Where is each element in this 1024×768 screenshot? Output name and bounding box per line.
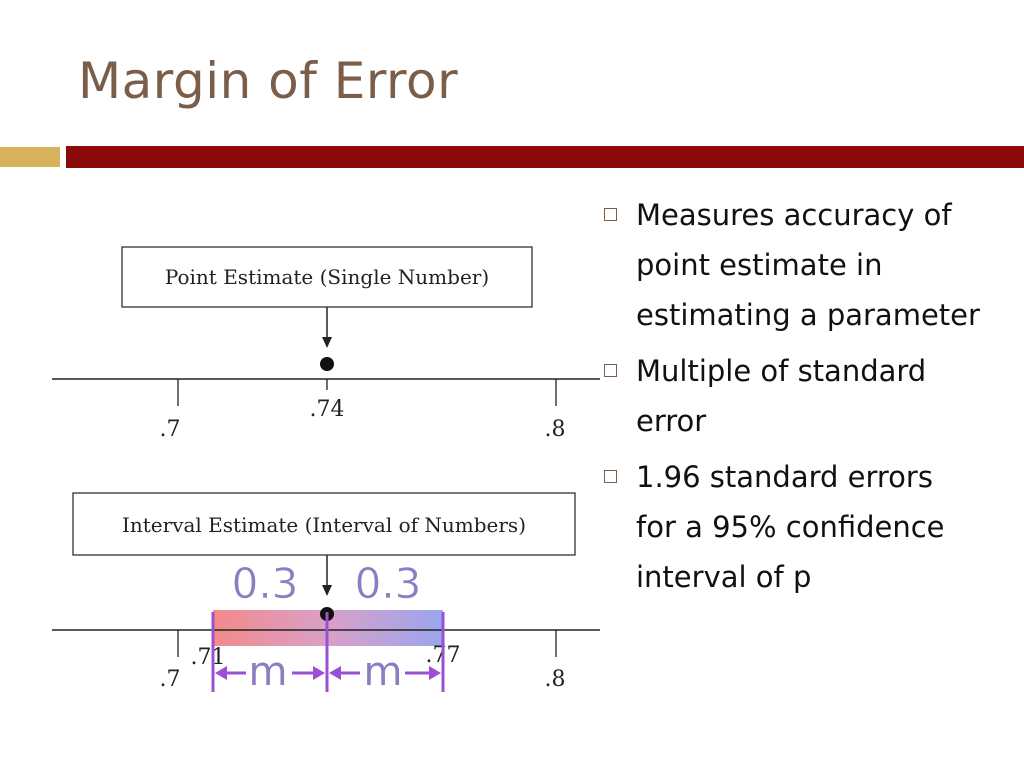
bullet-text: Measures accuracy of point estimate in estimating a parameter [636,198,980,332]
margin-symbol-right: m [363,649,403,695]
margin-value-left: 0.3 [231,559,299,608]
bullet-text: 1.96 standard errors for a 95% confidence interval of p [636,460,945,594]
square-bullet-icon [604,208,617,221]
margin-value-right: 0.3 [354,559,422,608]
margin-symbol-left: m [248,649,288,695]
interval-arrow-head [322,585,332,596]
square-bullet-icon [604,470,617,483]
slide-title: Margin of Error [78,52,459,110]
bullet-text: Multiple of standard error [636,354,927,438]
square-bullet-icon [604,364,617,377]
accent-bar-gold [0,147,60,167]
accent-bar-red [66,146,1024,168]
bullet-item [600,190,980,340]
estimate-figure [0,180,600,740]
axis-2-label-left: .7 [159,667,181,692]
bullet-list [600,190,980,608]
axis-1-label-mid: .74 [309,397,345,422]
point-estimate-dot [320,357,334,371]
axis-1-label-left: .7 [159,417,181,442]
axis-2-label-lower: .71 [190,645,226,670]
bullet-item [600,346,980,446]
axis-2-label-right: .8 [544,667,566,692]
margin-arrowhead-left-b [313,666,325,680]
point-arrow-head [322,337,332,348]
margin-arrowhead-right-a [329,666,341,680]
axis-1-label-right: .8 [544,417,566,442]
axis-2-label-upper: .77 [425,643,461,668]
point-estimate-label: Point Estimate (Single Number) [164,265,490,289]
margin-arrowhead-right-b [429,666,441,680]
interval-estimate-label: Interval Estimate (Interval of Numbers) [121,513,527,537]
bullet-item [600,452,980,602]
